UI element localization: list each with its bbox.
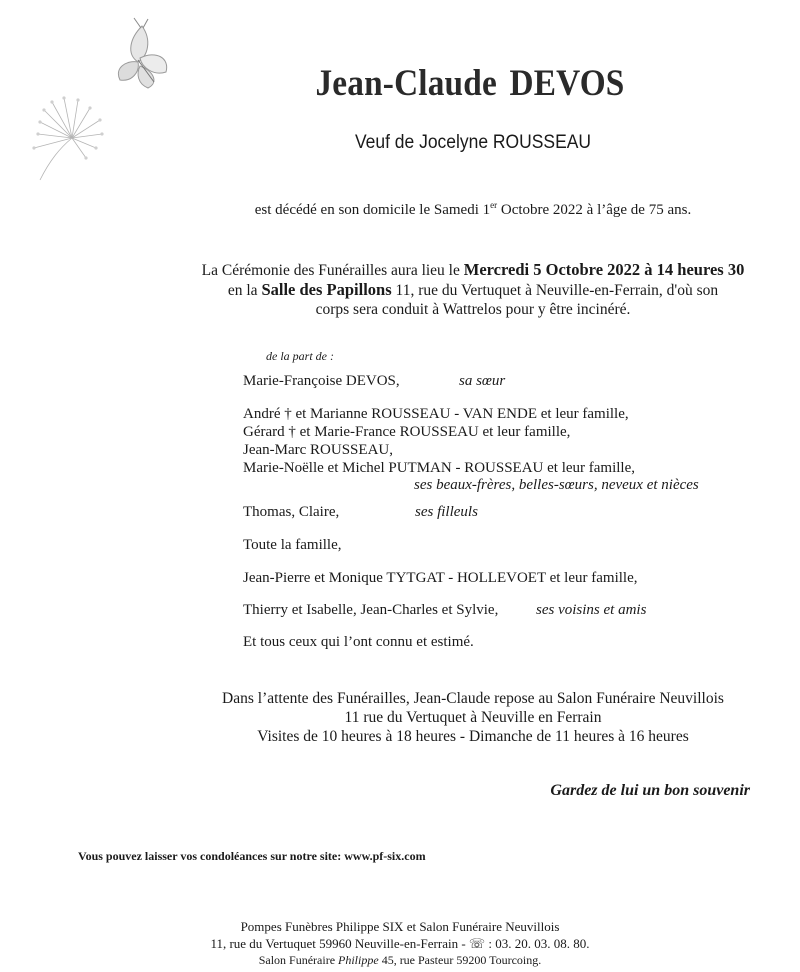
- ceremony-line-1: La Cérémonie des Funérailles aura lieu le Mercredi 5 Octobre 2022 à 14 heures 30: [201, 260, 745, 279]
- footer-line-3: Salon Funéraire Philippe 45, rue Pasteur 59200 Tourcoing.: [258, 953, 542, 967]
- condolences-website-note: Vous pouvez laisser vos condoléances sur notre site: www.pf-six.com: [78, 849, 426, 863]
- funeral-home-footer: [0, 918, 800, 969]
- family-inlaw-2: Gérard † et Marie-France ROUSSEAU et leur famille,: [243, 424, 571, 440]
- repose-line-2: 11 rue du Vertuquet à Neuville en Ferrain: [344, 709, 602, 726]
- family-neighbors: Thierry et Isabelle, Jean-Charles et Sylvie,: [243, 602, 499, 618]
- deceased-surname: DEVOS: [509, 63, 625, 104]
- widow-of-line: Veuf de Jocelyne ROUSSEAU: [354, 132, 592, 153]
- footer-line-2: 11, rue du Vertuquet 59960 Neuville-en-Ferrain - ☏ : 03. 20. 03. 08. 80.: [210, 936, 590, 951]
- repose-line-1: Dans l’attente des Funérailles, Jean-Claude repose au Salon Funéraire Neuvillois: [222, 690, 724, 707]
- repose-line-3: Visites de 10 heures à 18 heures - Dimanche de 11 heures à 16 heures: [257, 728, 689, 745]
- family-neighbors-relation: ses voisins et amis: [536, 602, 647, 618]
- ceremony-line-2: en la Salle des Papillons 11, rue du Vertuquet à Neuville-en-Ferrain, d'où son: [227, 280, 719, 299]
- family-godchildren: Thomas, Claire,: [243, 504, 340, 520]
- family-sister: Marie-Françoise DEVOS,: [243, 373, 400, 389]
- family-inlaw-4: Marie-Noëlle et Michel PUTMAN - ROUSSEAU et leur famille,: [243, 460, 635, 476]
- closing-phrase: Gardez de lui un bon souvenir: [550, 782, 750, 799]
- deceased-name: [47, 62, 800, 105]
- family-inlaw-3: Jean-Marc ROUSSEAU,: [243, 442, 393, 458]
- family-all-known: Et tous ceux qui l’ont connu et estimé.: [243, 634, 474, 650]
- family-inlaws-relation: ses beaux-frères, belles-sœurs, neveux et nièces: [414, 477, 699, 493]
- ceremony-line-3: corps sera conduit à Wattrelos pour y être incinéré.: [315, 301, 631, 318]
- family-inlaw-1: André † et Marianne ROUSSEAU - VAN ENDE et leur famille,: [243, 406, 629, 422]
- from-label: de la part de :: [266, 349, 334, 363]
- family-godchildren-relation: ses filleuls: [415, 504, 478, 520]
- ceremony-details: [0, 260, 800, 319]
- deceased-first-name: Jean-Claude: [315, 63, 497, 104]
- family-sister-relation: sa sœur: [459, 373, 506, 389]
- repose-details: [0, 689, 800, 746]
- footer-line-1: Pompes Funèbres Philippe SIX et Salon Funéraire Neuvillois: [240, 919, 560, 934]
- family-all: Toute la famille,: [243, 537, 342, 553]
- family-friends: Jean-Pierre et Monique TYTGAT - HOLLEVOET et leur famille,: [243, 570, 638, 586]
- death-announcement: est décédé en son domicile le Samedi 1er Octobre 2022 à l’âge de 75 ans.: [254, 200, 692, 218]
